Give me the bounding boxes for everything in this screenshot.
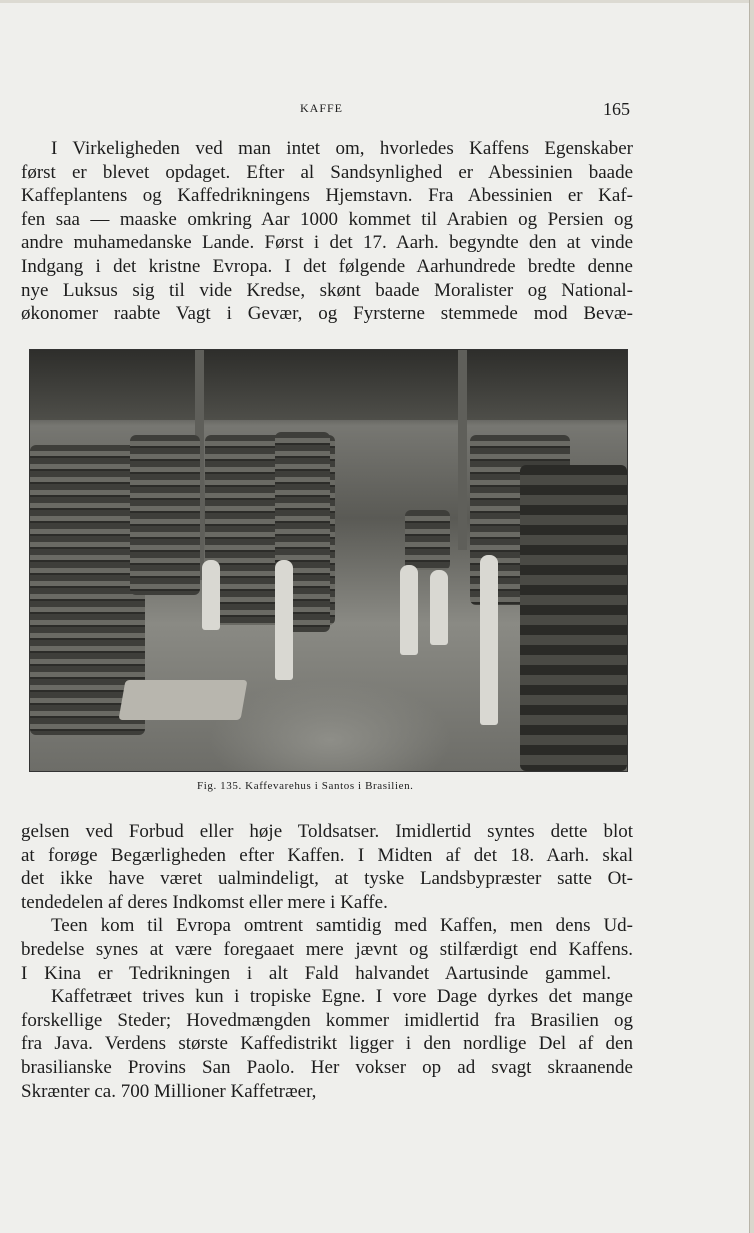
running-title: KAFFE (300, 101, 344, 115)
text-line: brasilianske Provins San Paolo. Her vokser op ad svagt skraanende (21, 1056, 633, 1078)
photo-roof (30, 350, 627, 420)
text-line: forskellige Steder; Hovedmængden kommer imidlertid fra Brasilien og (21, 1009, 633, 1031)
text-line: I Kina er Tedrikningen i alt Fald halvandet Aartusinde gammel. (21, 962, 611, 984)
text-line: først er blevet opdaget. Efter al Sandsynlighed er Abessinien baade (21, 161, 633, 183)
worker (480, 555, 498, 725)
text-line: tendedelen af deres Indkomst eller mere i Kaffe. (21, 891, 388, 913)
warehouse-photo (29, 349, 628, 772)
page-number: 165 (603, 99, 630, 119)
text-line: fen saa — maaske omkring Aar 1000 kommet til Arabien og Persien og (21, 208, 633, 230)
paragraph-top (21, 137, 633, 326)
sack-stack (405, 510, 450, 570)
text-line: fra Java. Verdens største Kaffedistrikt ligger i den nordlige Del af den (21, 1033, 633, 1055)
worker (400, 565, 418, 655)
page-right-edge (749, 0, 754, 1233)
text-line: at forøge Begærligheden efter Kaffen. I Midten af det 18. Aarh. skal (21, 844, 633, 866)
sack-bundle (118, 680, 247, 720)
text-line: gelsen ved Forbud eller høje Toldsatser. Imidlertid syntes dette blot (21, 821, 633, 842)
text-line: det ikke have været ualmindeligt, at tyske Landsbypræster satte Ot- (21, 868, 633, 890)
figure-caption: Fig. 135. Kaffevarehus i Santos i Brasilien. (197, 780, 414, 792)
text-line: Teen kom til Evropa omtrent samtidig med Kaffen, men dens Ud- (51, 915, 633, 937)
text-line: Kaffeplantens og Kaffedrikningens Hjemstavn. Fra Abessinien er Kaf- (21, 185, 633, 207)
text-line: økonomer raabte Vagt i Gevær, og Fyrsterne stemmede mod Bevæ- (21, 303, 633, 325)
text-line: Skrænter ca. 700 Millioner Kaffetræer, (21, 1080, 317, 1102)
worker (430, 570, 448, 645)
worker (275, 560, 293, 680)
sack-stack (130, 435, 200, 595)
photo-pillar (458, 350, 467, 550)
text-line: I Virkeligheden ved man intet om, hvorledes Kaffens Egenskaber (51, 138, 633, 159)
page-top-edge (0, 0, 754, 3)
sack-stack (520, 465, 627, 771)
worker (202, 560, 220, 630)
text-line: Kaffetræet trives kun i tropiske Egne. I vore Dage dyrkes det mange (51, 986, 633, 1008)
paragraph-bottom (21, 820, 633, 1103)
text-line: nye Luksus sig til vide Kredse, skønt baade Moralister og National- (21, 279, 633, 301)
text-line: andre muhamedanske Lande. Først i det 17. Aarh. begyndte den at vinde (21, 232, 633, 254)
text-line: bredelse synes at være foregaaet mere jævnt og stilfærdigt end Kaffens. (21, 938, 633, 960)
text-line: Indgang i det kristne Evropa. I det følgende Aarhundrede bredte denne (21, 255, 633, 277)
